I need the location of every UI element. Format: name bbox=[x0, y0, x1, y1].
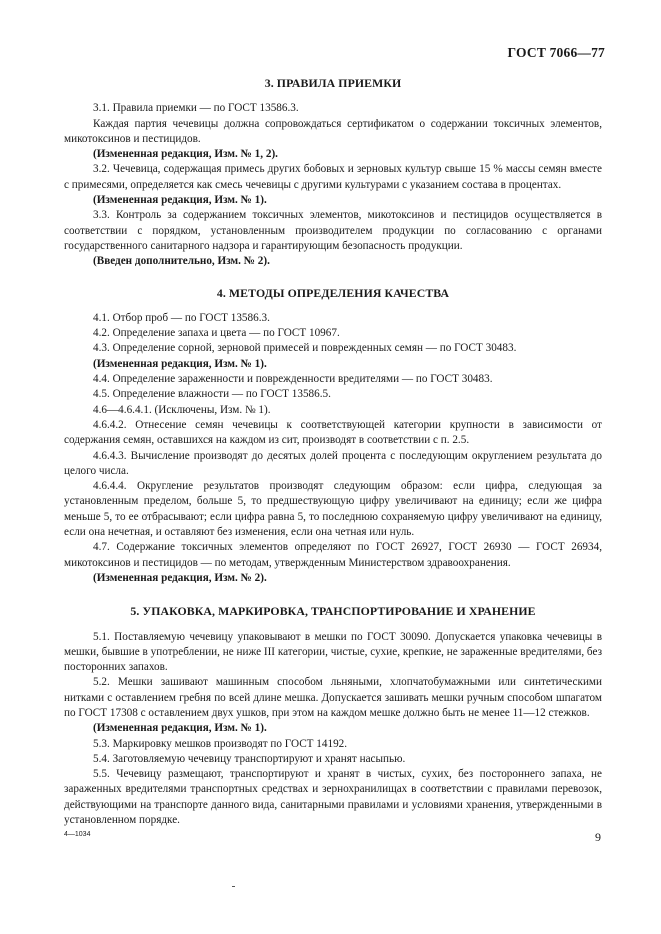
paragraph: 4.7. Содержание токсичных элементов определяют по ГОСТ 26927, ГОСТ 26930 — ГОСТ 26934, микотоксинов и пестицидов — по методам, утвержденным Министерством здравоохранения. bbox=[64, 541, 602, 569]
amendment-note: (Введен дополнительно, Изм. № 2). bbox=[93, 255, 270, 268]
amendment-note: (Измененная редакция, Изм. № 1). bbox=[93, 722, 267, 735]
paragraph: 5.5. Чечевицу размещают, транспортируют и хранят в чистых, сухих, без постороннего запаха, не зараженных вредителями транспортных средствах и зернохранилищах в соответствии с правилами перевозок, действующими на транспорте данного вида, санитарными правилами и условиями хранения, утвержденными в установленном порядке. bbox=[64, 768, 602, 827]
paragraph: 4.3. Определение сорной, зерновой примесей и поврежденных семян — по ГОСТ 30483. bbox=[93, 342, 517, 355]
paragraph: 4.6.4.3. Вычисление производят до десятых долей процента с последующим округлением результата до целого числа. bbox=[64, 449, 602, 477]
standard-header: ГОСТ 7066—77 bbox=[507, 45, 605, 60]
amendment-note: (Измененная редакция, Изм. № 2). bbox=[93, 571, 267, 584]
paragraph: 4.1. Отбор проб — по ГОСТ 13586.3. bbox=[93, 311, 270, 324]
document-body bbox=[64, 76, 602, 828]
paragraph: 3.2. Чечевица, содержащая примесь других бобовых и зерновых культур свыше 15 % массы семян вместе с примесями, определяется как смесь чечевицы с другими культурами с указанием состава в процентах. bbox=[64, 163, 602, 191]
paragraph: 5.4. Заготовляемую чечевицу транспортируют и хранят насыпью. bbox=[93, 752, 406, 765]
paragraph: 4.6.4.2. Отнесение семян чечевицы к соответствующей категории крупности в зависимости от содержания семян, оставшихся на каждом из сит, производят в соответствии с п. 2.5. bbox=[64, 418, 602, 447]
section-4-title: 4. МЕТОДЫ ОПРЕДЕЛЕНИЯ КАЧЕСТВА bbox=[216, 285, 450, 300]
paragraph: Каждая партия чечевицы должна сопровождаться сертификатом о содержании токсичных элементов, микотоксинов и пестицидов. bbox=[64, 117, 602, 145]
section-3-title: 3. ПРАВИЛА ПРИЕМКИ bbox=[264, 76, 402, 90]
paragraph: 4.5. Определение влажности — по ГОСТ 13586.5. bbox=[93, 388, 331, 401]
paragraph: 5.3. Маркировку мешков производят по ГОСТ 14192. bbox=[93, 737, 348, 750]
print-speck bbox=[232, 886, 235, 887]
paragraph: 3.3. Контроль за содержанием токсичных элементов, микотоксинов и пестицидов осуществляется в соответствии с порядком, установленным производителем продукции по согласованию с органами государственного санитарного надзора и гарантирующим безопасность продукции. bbox=[64, 209, 602, 252]
amendment-note: (Измененная редакция, Изм. № 1). bbox=[93, 194, 267, 207]
paragraph: 4.6—4.6.4.1. (Исключены, Изм. № 1). bbox=[93, 403, 271, 416]
paragraph: 4.4. Определение зараженности и поврежденности вредителями — по ГОСТ 30483. bbox=[93, 373, 493, 386]
paragraph: 4.2. Определение запаха и цвета — по ГОСТ 10967. bbox=[93, 327, 340, 340]
print-code: 4—1034 bbox=[64, 831, 91, 838]
paragraph: 5.1. Поставляемую чечевицу упаковывают в мешки по ГОСТ 30090. Допускается упаковка чечевицы в мешки, бывшие в употреблении, не ниже III категории, чистые, сухие, крепкие, не зараженные вредителями, без посторонних запахов. bbox=[64, 630, 602, 674]
page-number: 9 bbox=[595, 830, 601, 844]
paragraph: 3.1. Правила приемки — по ГОСТ 13586.3. bbox=[93, 102, 299, 115]
section-5-title: 5. УПАКОВКА, МАРКИРОВКА, ТРАНСПОРТИРОВАНИЕ И ХРАНЕНИЕ bbox=[130, 604, 536, 619]
paragraph: 5.2. Мешки зашивают машинным способом льняными, хлопчатобумажными или синтетическими нитками с оставлением гребня по всей длине мешка. Допускается зашивать мешки ручным способом шпагатом по ГОСТ 17308 с оставлением двух ушков, при этом на каждом мешке должно быть не менее 11—12 стежков. bbox=[64, 676, 602, 719]
amendment-note: (Измененная редакция, Изм. № 1). bbox=[93, 357, 267, 370]
amendment-note: (Измененная редакция, Изм. № 1, 2). bbox=[93, 148, 278, 161]
paragraph: 4.6.4.4. Округление результатов производят следующим образом: если цифра, следующая за установленным пределом, больше 5, то предшествующую цифру увеличивают на единицу; если же цифра меньше 5, то ее отбрасывают; если цифра равна 5, то последнюю сохраняемую цифру увеличивают на единицу, если она нечетная, и оставляют без изменения, если она четная или нуль. bbox=[64, 480, 602, 539]
